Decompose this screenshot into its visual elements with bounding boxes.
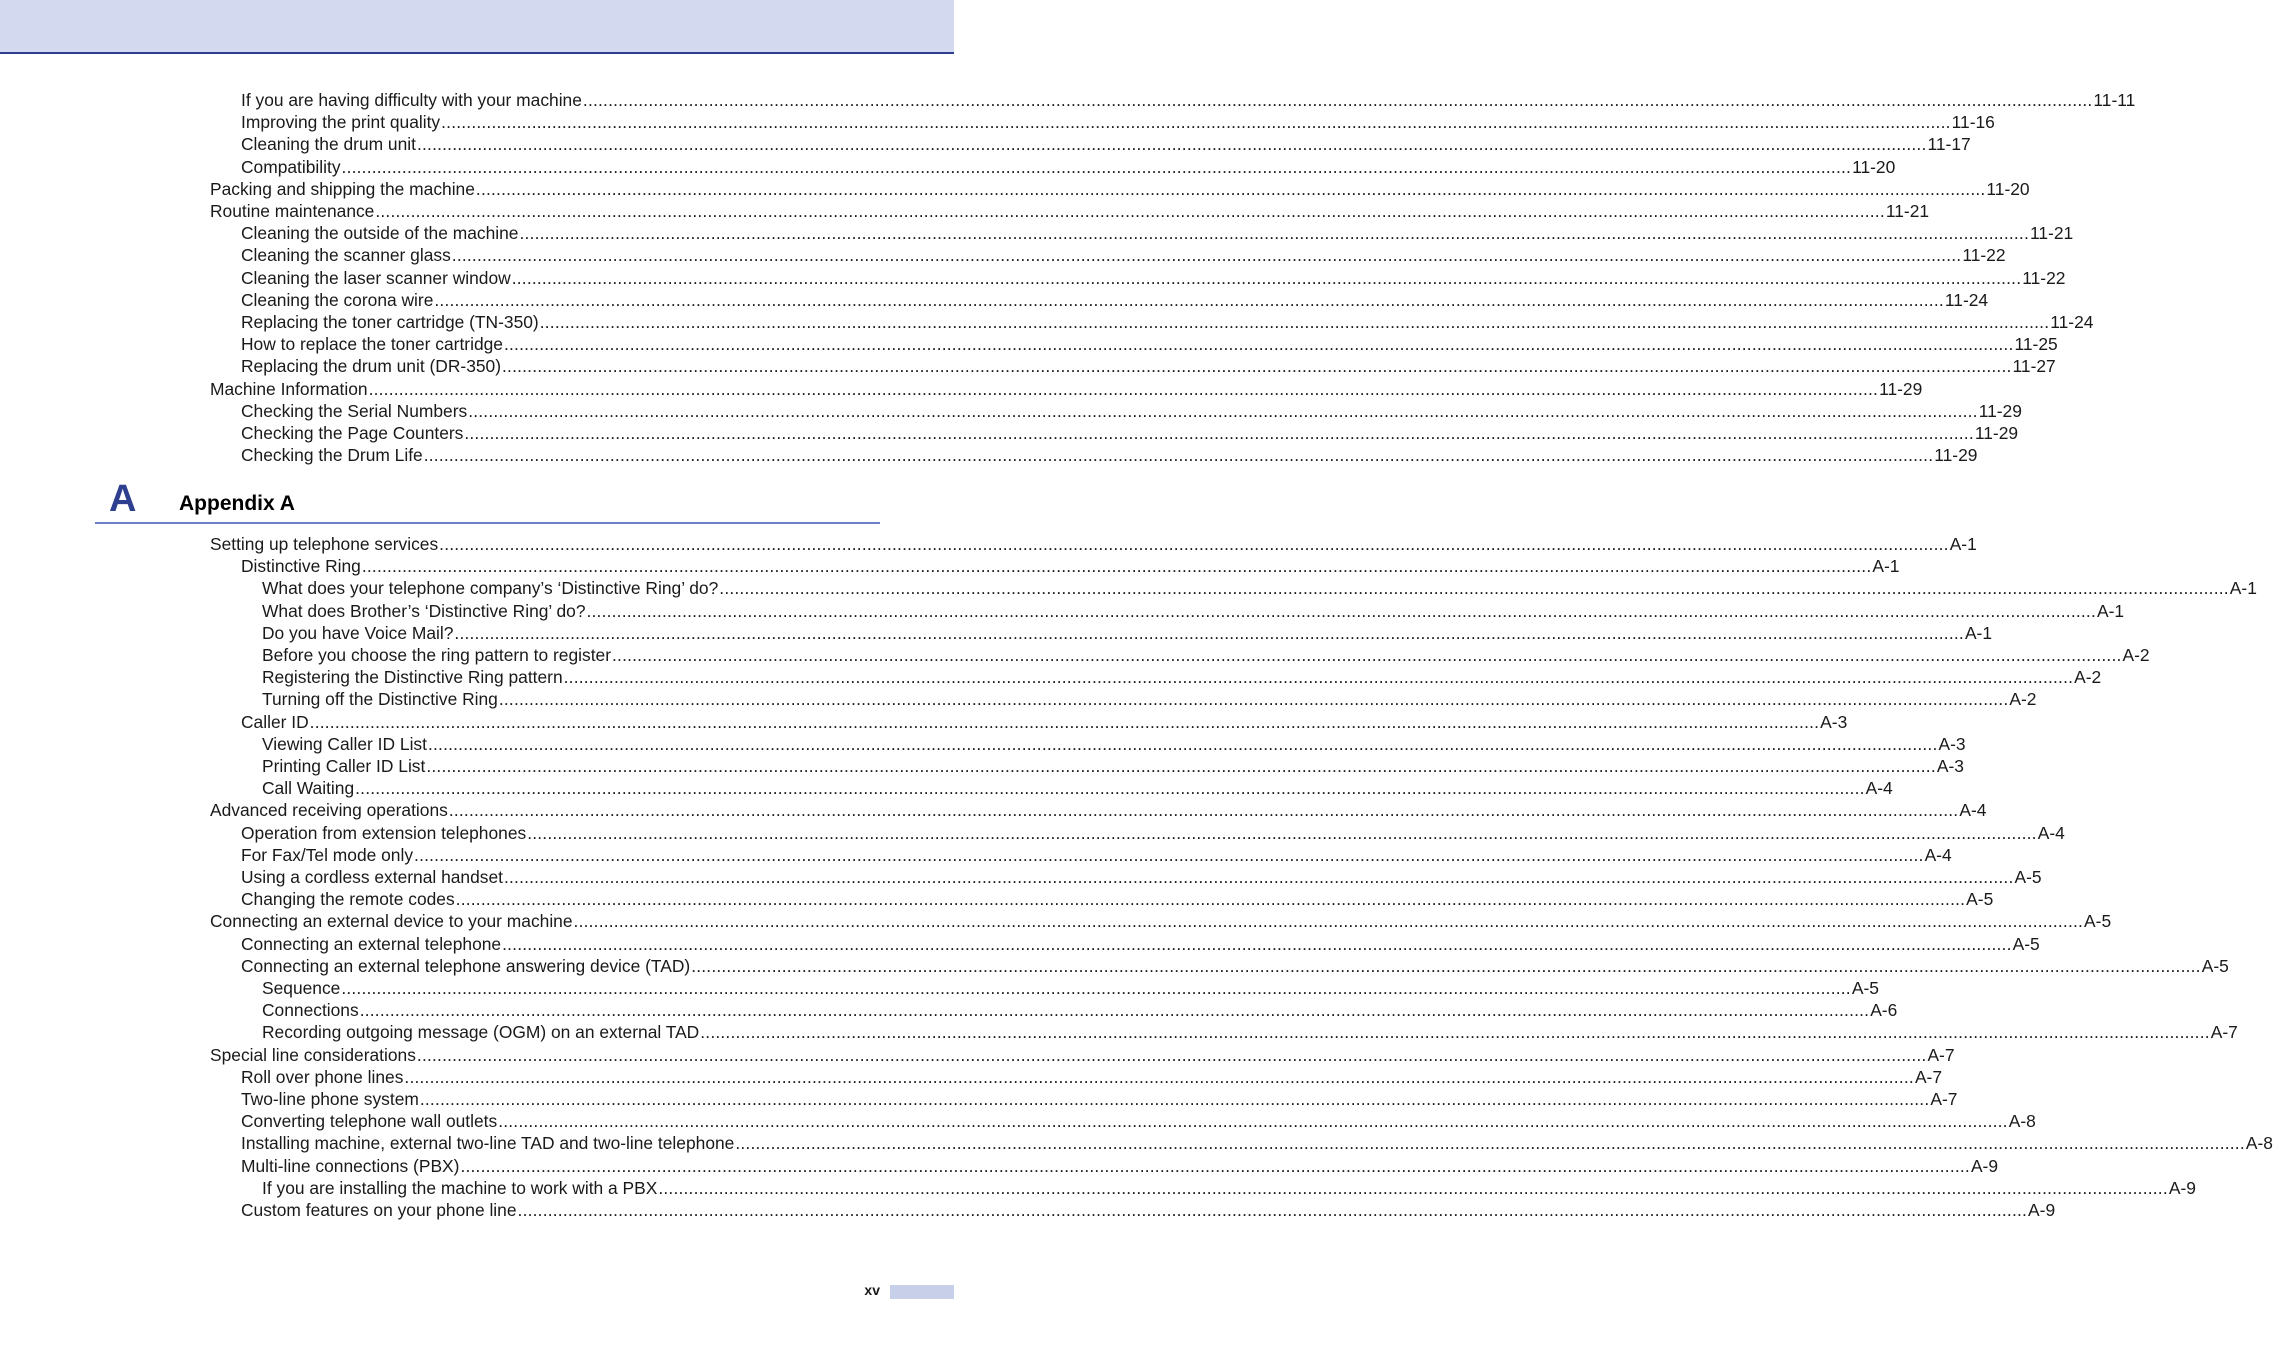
toc-entry[interactable] [241,156,1896,178]
toc-entry-title: How to replace the toner cartridge [241,334,503,355]
toc-leader-dots: ............................................................................................................................................................................................................................................................................................................ [439,534,1949,554]
toc-leader-dots: ............................................................................................................................................................................................................................................................................................................ [719,578,2229,599]
toc-entry-title: Do you have Voice Mail? [262,622,454,643]
toc-entry[interactable] [262,733,1966,755]
toc-entry[interactable] [241,933,2040,955]
toc-entry[interactable] [241,400,2022,422]
toc-entry-title: Distinctive Ring [241,556,361,577]
toc-leader-dots: ............................................................................................................................................................................................................................................................................................................ [539,312,2050,332]
toc-entry-title: Operation from extension telephones [241,822,527,843]
toc-entry-page: A-1 [1949,534,1977,554]
toc-entry-page: A-5 [2012,933,2040,954]
toc-entry[interactable] [210,799,1987,821]
toc-entry-title: If you are having difficulty with your machine [241,90,582,110]
toc-entry[interactable] [262,644,2150,666]
toc-entry[interactable] [262,600,2125,622]
toc-entry-page: A-1 [1872,556,1900,577]
toc-leader-dots: ............................................................................................................................................................................................................................................................................................................ [455,889,1966,910]
toc-entry-title: Custom features on your phone line [241,1200,517,1220]
toc-entry[interactable] [262,777,1893,799]
toc-entry-title: Converting telephone wall outlets [241,1111,498,1132]
toc-entry-title: Registering the Distinctive Ring pattern [262,667,563,688]
toc-leader-dots: ............................................................................................................................................................................................................................................................................................................ [519,223,2029,244]
toc-leader-dots: ............................................................................................................................................................................................................................................................................................................ [309,711,1820,732]
toc-leader-dots: ............................................................................................................................................................................................................................................................................................................ [426,756,1936,776]
toc-entry-title: Compatibility [241,156,341,177]
toc-entry-page: A-6 [1870,1000,1898,1021]
toc-entry[interactable] [262,977,1879,999]
toc-entry[interactable] [241,333,2058,355]
toc-entry[interactable] [262,688,2037,710]
toc-entry[interactable] [262,1177,2196,1199]
toc-entry[interactable] [262,999,1898,1021]
toc-entry[interactable] [210,178,2030,200]
toc-entry[interactable] [241,444,1978,466]
toc-entry-title: If you are installing the machine to work with a PBX [262,1177,658,1198]
toc-entry-title: Sequence [262,978,341,998]
toc-entry-page: 11-29 [1879,378,1923,399]
toc-entry-title: Replacing the drum unit (DR-350) [241,356,502,377]
toc-leader-dots: ............................................................................................................................................................................................................................................................................................................ [503,334,2014,355]
toc-leader-dots: ............................................................................................................................................................................................................................................................................................................ [658,1177,2168,1198]
toc-entry[interactable] [241,422,2019,444]
toc-entry[interactable] [210,200,1930,222]
toc-leader-dots: ............................................................................................................................................................................................................................................................................................................ [416,134,1927,155]
toc-entry-page: A-1 [2229,578,2257,599]
toc-leader-dots: ............................................................................................................................................................................................................................................................................................................ [427,733,1938,754]
toc-leader-dots: ............................................................................................................................................................................................................................................................................................................ [502,356,2012,377]
toc-entry[interactable] [210,1044,1955,1066]
toc-entry[interactable] [241,955,2229,977]
toc-leader-dots: ............................................................................................................................................................................................................................................................................................................ [527,822,2037,843]
toc-entry-title: Connecting an external telephone answering device (TAD) [241,955,691,976]
toc-entry-title: Advanced receiving operations [210,800,448,821]
toc-entry[interactable] [241,711,1848,733]
toc-entry[interactable] [241,822,2065,844]
toc-entry-page: A-7 [1930,1089,1958,1109]
toc-entry[interactable] [241,111,1995,133]
toc-entry-page: 11-22 [2022,267,2066,288]
toc-entry[interactable] [262,755,1964,777]
toc-entry-page: A-3 [1820,711,1848,732]
toc-entry-title: Replacing the toner cartridge (TN-350) [241,312,539,332]
toc-leader-dots: ............................................................................................................................................................................................................................................................................................................ [423,445,1934,466]
toc-leader-dots: ............................................................................................................................................................................................................................................................................................................ [454,622,1964,643]
toc-entry-title: Multi-line connections (PBX) [241,1155,460,1176]
toc-leader-dots: ............................................................................................................................................................................................................................................................................................................ [503,867,2014,887]
toc-entry-page: A-5 [2201,955,2229,976]
toc-entry-page: 11-24 [1944,289,1989,310]
toc-entry-title: Machine Information [210,378,368,399]
toc-leader-dots: ............................................................................................................................................................................................................................................................................................................ [448,800,1959,821]
toc-entry[interactable] [241,267,2066,289]
toc-entry-title: Setting up telephone services [210,534,439,554]
toc-entry[interactable] [241,311,2094,333]
toc-entry-title: Cleaning the drum unit [241,134,416,155]
toc-entry[interactable] [241,1199,2056,1221]
toc-entry[interactable] [241,844,1952,866]
toc-entry[interactable] [241,866,2042,888]
toc-entry-page: A-3 [1938,733,1966,754]
toc-entry-title: Special line considerations [210,1044,416,1065]
toc-entry-page: A-4 [1924,844,1952,865]
toc-entry-page: A-4 [2037,822,2065,843]
toc-entry-title: Routine maintenance [210,201,375,221]
toc-entry-page: 11-25 [2014,334,2058,355]
toc-entry-page: A-2 [2009,689,2037,710]
toc-entry-title: Two-line phone system [241,1089,419,1109]
toc-entry-title: Checking the Serial Numbers [241,400,468,421]
toc-entry-title: Caller ID [241,711,309,732]
toc-entry-title: What does your telephone company’s ‘Distinctive Ring’ do? [262,578,719,599]
toc-leader-dots: ............................................................................................................................................................................................................................................................................................................ [368,378,1879,399]
toc-leader-dots: ............................................................................................................................................................................................................................................................................................................ [475,178,1986,199]
toc-entry[interactable] [241,244,2006,266]
toc-leader-dots: ............................................................................................................................................................................................................................................................................................................ [511,267,2022,288]
toc-entry-title: Turning off the Distinctive Ring [262,689,498,710]
toc-leader-dots: ............................................................................................................................................................................................................................................................................................................ [517,1200,2028,1220]
toc-entry-page: A-7 [2210,1022,2238,1043]
toc-leader-dots: ............................................................................................................................................................................................................................................................................................................ [468,400,1978,421]
toc-entry-page: 11-22 [1962,245,2006,266]
toc-entry[interactable] [241,89,2136,111]
toc-entry-page: A-9 [2028,1200,2056,1220]
toc-leader-dots: ............................................................................................................................................................................................................................................................................................................ [414,844,1924,865]
toc-entry-page: A-5 [2084,911,2112,932]
toc-entry-title: What does Brother’s ‘Distinctive Ring’ do? [262,600,586,621]
appendix-letter: A [109,478,137,520]
page-number: xv [864,1282,880,1298]
toc-entry-page: 11-11 [2093,90,2136,110]
toc-entry[interactable] [241,1132,2273,1154]
toc-leader-dots: ............................................................................................................................................................................................................................................................................................................ [700,1022,2210,1043]
toc-entry-page: A-1 [1964,622,1992,643]
toc-entry-page: 11-17 [1927,134,1971,155]
toc-entry-page: 11-27 [2012,356,2056,377]
toc-entry-title: Installing machine, external two-line TAD and two-line telephone [241,1133,735,1154]
appendix-heading [95,478,880,524]
toc-leader-dots: ............................................................................................................................................................................................................................................................................................................ [375,201,1885,221]
toc-entry[interactable] [241,222,2074,244]
toc-entry-page: 11-20 [1986,178,2030,199]
toc-entry-title: Checking the Page Counters [241,423,464,443]
toc-entry[interactable] [262,666,2102,688]
toc-entry-page: 11-21 [1885,201,1930,221]
toc-leader-dots: ............................................................................................................................................................................................................................................................................................................ [404,1066,1914,1087]
toc-entry-page: A-2 [2122,645,2150,665]
toc-entry-title: Packing and shipping the machine [210,178,475,199]
toc-entry-title: Cleaning the scanner glass [241,245,451,266]
toc-entry[interactable] [241,555,1900,577]
toc-leader-dots: ............................................................................................................................................................................................................................................................................................................ [586,600,2096,621]
appendix-title[interactable]: Appendix A [179,492,295,515]
header-band [0,0,954,54]
toc-leader-dots: ............................................................................................................................................................................................................................................................................................................ [355,778,1865,799]
toc-entry[interactable] [241,1155,1999,1177]
toc-entry-page: 11-24 [2050,312,2094,332]
toc-leader-dots: ............................................................................................................................................................................................................................................................................................................ [582,90,2093,110]
toc-leader-dots: ............................................................................................................................................................................................................................................................................................................ [498,1111,2008,1132]
toc-entry-title: Connecting an external telephone [241,933,502,954]
toc-entry[interactable] [241,133,1971,155]
toc-entry-title: Cleaning the corona wire [241,289,434,310]
toc-entry-page: 11-20 [1852,156,1896,177]
toc-entry-page: 11-29 [1978,400,2022,421]
toc-entry[interactable] [241,1110,2036,1132]
toc-leader-dots: ............................................................................................................................................................................................................................................................................................................ [460,1155,1970,1176]
toc-entry-page: A-8 [2008,1111,2036,1132]
toc-leader-dots: ............................................................................................................................................................................................................................................................................................................ [691,955,2201,976]
toc-entry-title: Call Waiting [262,778,355,799]
toc-entry-page: A-1 [2097,600,2125,621]
toc-leader-dots: ............................................................................................................................................................................................................................................................................................................ [341,978,1851,998]
toc-entry-page: 11-29 [1974,423,2019,443]
toc-leader-dots: ............................................................................................................................................................................................................................................................................................................ [441,112,1951,133]
toc-entry-title: Roll over phone lines [241,1066,404,1087]
toc-entry-page: A-8 [2245,1133,2273,1154]
toc-entry-title: Recording outgoing message (OGM) on an external TAD [262,1022,700,1043]
toc-entry-page: A-7 [1927,1044,1955,1065]
toc-leader-dots: ............................................................................................................................................................................................................................................................................................................ [573,911,2084,932]
toc-entry-title: Changing the remote codes [241,889,455,910]
toc-entry-page: A-3 [1936,756,1964,776]
toc-entry-title: For Fax/Tel mode only [241,844,414,865]
toc-entry-page: A-7 [1914,1066,1942,1087]
toc-leader-dots: ............................................................................................................................................................................................................................................................................................................ [434,289,1944,310]
toc-entry-title: Using a cordless external handset [241,867,503,887]
toc-entry[interactable] [241,355,2056,377]
toc-entry-title: Connections [262,1000,359,1021]
toc-entry-page: A-5 [1966,889,1994,910]
toc-entry-title: Improving the print quality [241,112,441,133]
toc-entry[interactable] [210,378,1923,400]
toc-leader-dots: ............................................................................................................................................................................................................................................................................................................ [498,689,2009,710]
toc-entry-title: Cleaning the laser scanner window [241,267,511,288]
page-tab-marker [890,1285,954,1299]
toc-entry[interactable] [262,622,1992,644]
toc-entry[interactable] [262,577,2257,599]
toc-entry-page: A-4 [1959,800,1987,821]
toc-entry-title: Viewing Caller ID List [262,733,427,754]
toc-entry-title: Cleaning the outside of the machine [241,223,519,244]
toc-entry-title: Before you choose the ring pattern to register [262,645,611,665]
toc-entry-page: A-5 [1851,978,1879,998]
toc-entry-page: 11-21 [2030,223,2074,244]
toc-entry[interactable] [241,289,1989,311]
toc-entry-title: Connecting an external device to your machine [210,911,573,932]
toc-entry-page: 11-16 [1951,112,1995,133]
toc-entry-title: Printing Caller ID List [262,756,426,776]
toc-leader-dots: ............................................................................................................................................................................................................................................................................................................ [361,556,1872,577]
toc-entry-page: A-5 [2014,867,2042,887]
toc-entry[interactable] [210,533,1977,555]
toc-entry[interactable] [210,910,2112,932]
toc-entry-page: A-9 [2168,1177,2196,1198]
toc-entry[interactable] [241,888,1994,910]
toc-leader-dots: ............................................................................................................................................................................................................................................................................................................ [612,645,2122,665]
toc-leader-dots: ............................................................................................................................................................................................................................................................................................................ [563,667,2074,688]
toc-entry[interactable] [262,1021,2238,1043]
toc-entry-title: Checking the Drum Life [241,445,423,466]
toc-entry-page: A-2 [2074,667,2102,688]
toc-entry-page: A-4 [1865,778,1893,799]
toc-leader-dots: ............................................................................................................................................................................................................................................................................................................ [735,1133,2245,1154]
toc-leader-dots: ............................................................................................................................................................................................................................................................................................................ [419,1089,1930,1109]
toc-leader-dots: ............................................................................................................................................................................................................................................................................................................ [464,423,1974,443]
toc-entry[interactable] [241,1066,1942,1088]
toc-leader-dots: ............................................................................................................................................................................................................................................................................................................ [341,156,1852,177]
toc-leader-dots: ............................................................................................................................................................................................................................................................................................................ [359,1000,1870,1021]
toc-entry-page: 11-29 [1934,445,1978,466]
toc-leader-dots: ............................................................................................................................................................................................................................................................................................................ [451,245,1962,266]
toc-leader-dots: ............................................................................................................................................................................................................................................................................................................ [502,933,2012,954]
toc-entry[interactable] [241,1088,1958,1110]
toc-leader-dots: ............................................................................................................................................................................................................................................................................................................ [416,1044,1927,1065]
toc-entry-page: A-9 [1970,1155,1999,1176]
